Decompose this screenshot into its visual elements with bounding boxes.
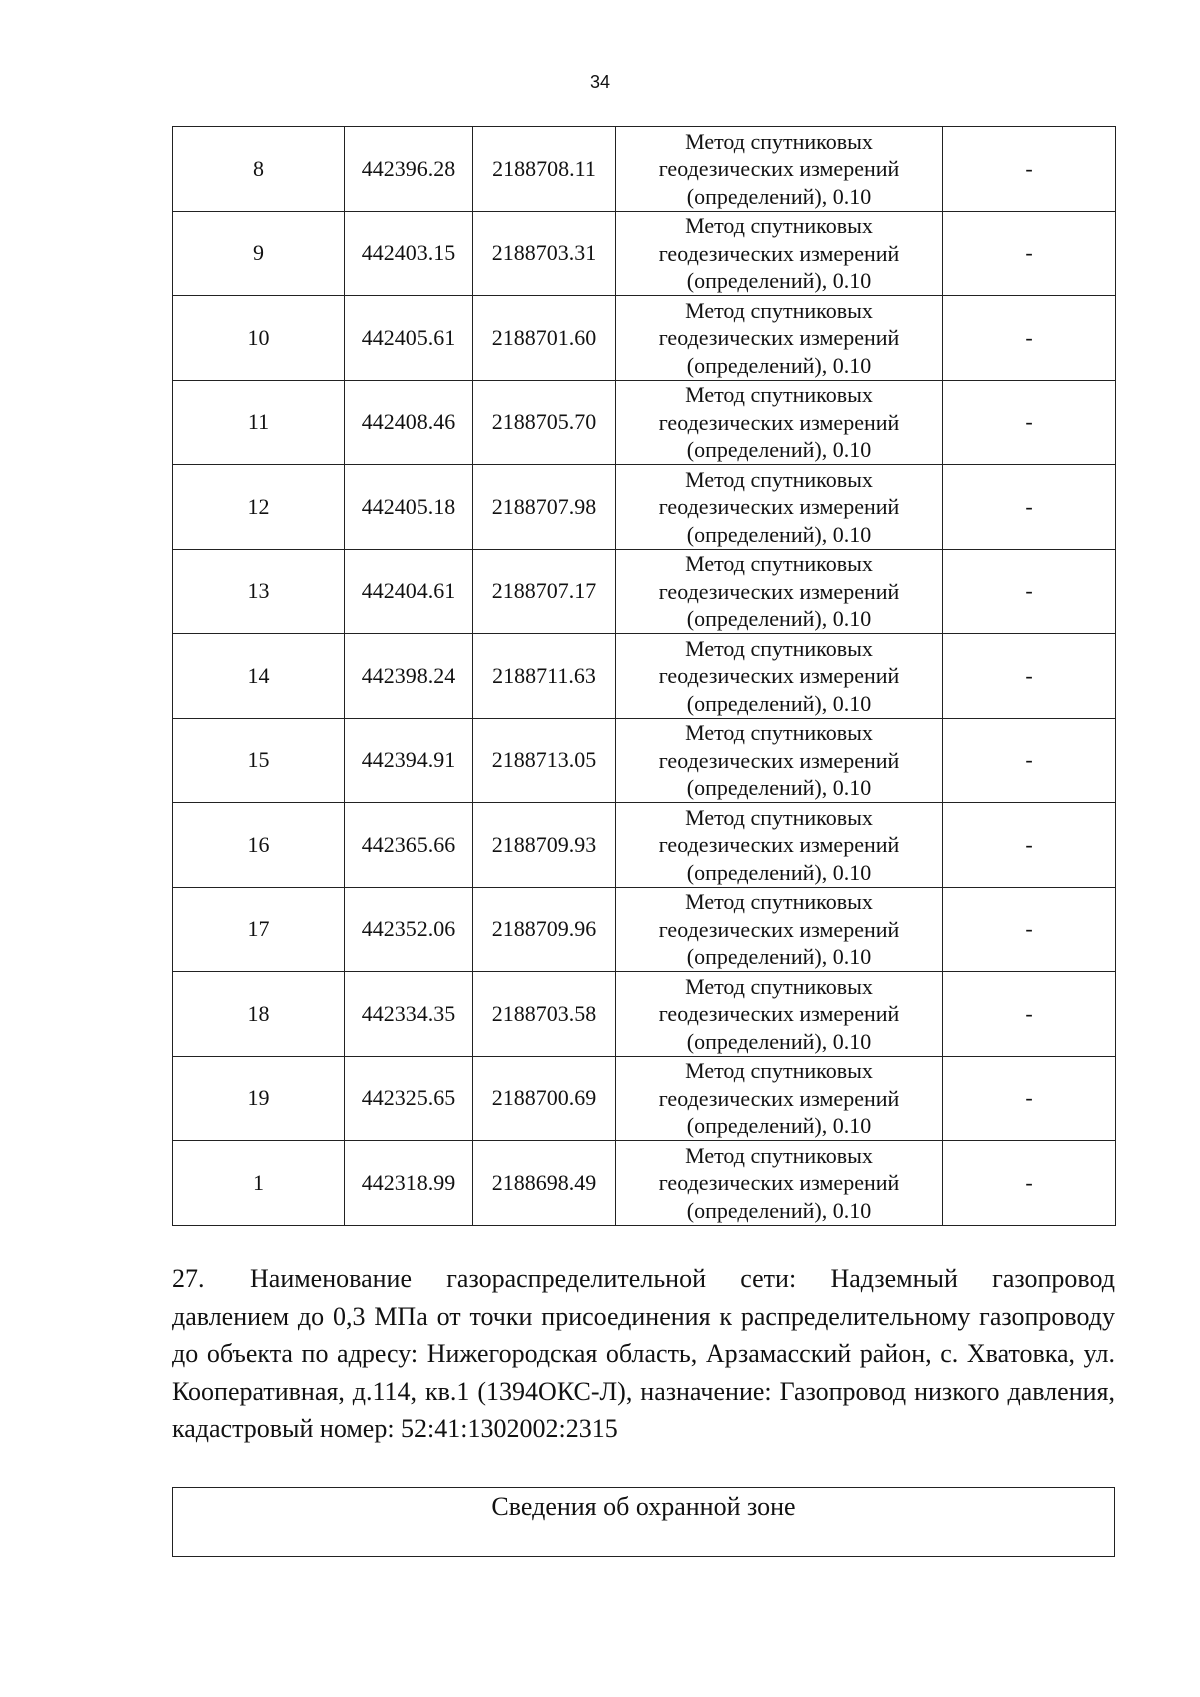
method-line: Метод спутниковых	[685, 297, 873, 323]
protection-zone-box	[172, 1487, 1115, 1557]
point-number-cell: 18	[173, 972, 345, 1057]
method-line: Метод спутниковых	[685, 128, 873, 154]
table-row	[173, 549, 1116, 634]
coordinates-table	[172, 126, 1116, 1226]
method-line: (определений), 0.10	[686, 352, 872, 378]
method-line: Метод спутниковых	[685, 804, 873, 830]
method-line: (определений), 0.10	[686, 268, 872, 293]
method-line: (определений), 0.10	[686, 437, 872, 462]
method-cell	[616, 887, 943, 972]
y-coordinate-cell: 2188705.70	[473, 380, 616, 465]
description-cell: -	[943, 634, 1116, 719]
y-coordinate-cell: 2188713.05	[473, 718, 616, 803]
y-coordinate-cell: 2188707.17	[473, 549, 616, 634]
method-line: (определений), 0.10	[686, 183, 872, 209]
description-cell: -	[943, 465, 1116, 550]
method-line: Метод спутниковых	[685, 213, 873, 238]
method-line: (определений), 0.10	[686, 1028, 872, 1054]
method-line: Метод спутниковых	[685, 973, 873, 999]
method-cell	[616, 211, 943, 296]
point-number-cell: 15	[173, 718, 345, 803]
method-line: геодезических измерений	[658, 1170, 900, 1195]
point-number-cell: 9	[173, 211, 345, 296]
x-coordinate-cell: 442405.61	[345, 296, 473, 381]
method-cell	[616, 803, 943, 888]
point-number-cell: 17	[173, 887, 345, 972]
method-line: Метод спутниковых	[685, 466, 873, 492]
method-cell	[616, 549, 943, 634]
point-number-cell: 19	[173, 1056, 345, 1141]
x-coordinate-cell: 442325.65	[345, 1056, 473, 1141]
method-line: (определений), 0.10	[686, 944, 872, 969]
method-line: геодезических измерений	[658, 325, 900, 350]
y-coordinate-cell: 2188701.60	[473, 296, 616, 381]
method-line: геодезических измерений	[658, 1085, 900, 1111]
x-coordinate-cell: 442318.99	[345, 1141, 473, 1226]
method-line: Метод спутниковых	[685, 1058, 873, 1083]
description-cell: -	[943, 887, 1116, 972]
table-row	[173, 211, 1116, 296]
y-coordinate-cell: 2188709.96	[473, 887, 616, 972]
method-line: (определений), 0.10	[686, 1113, 872, 1138]
x-coordinate-cell: 442334.35	[345, 972, 473, 1057]
y-coordinate-cell: 2188711.63	[473, 634, 616, 719]
method-line: Метод спутниковых	[685, 635, 873, 661]
protection-zone-title: Сведения об охранной зоне	[491, 1492, 796, 1521]
x-coordinate-cell: 442405.18	[345, 465, 473, 550]
point-number-cell: 13	[173, 549, 345, 634]
section-number: 27.	[172, 1264, 205, 1293]
table-row	[173, 465, 1116, 550]
method-line: геодезических измерений	[658, 156, 900, 181]
method-cell	[616, 127, 943, 212]
method-cell	[616, 718, 943, 803]
y-coordinate-cell: 2188700.69	[473, 1056, 616, 1141]
method-cell	[616, 634, 943, 719]
method-line: геодезических измерений	[658, 747, 900, 773]
page-number: 34	[589, 72, 611, 92]
method-line: Метод спутниковых	[685, 551, 873, 576]
point-number-cell: 12	[173, 465, 345, 550]
table-row	[173, 1141, 1116, 1226]
coordinates-table-body	[173, 127, 1116, 1226]
table-row	[173, 887, 1116, 972]
y-coordinate-cell: 2188708.11	[473, 127, 616, 212]
method-line: геодезических измерений	[658, 240, 900, 266]
method-line: (определений), 0.10	[686, 606, 872, 631]
description-cell: -	[943, 549, 1116, 634]
y-coordinate-cell: 2188703.31	[473, 211, 616, 296]
table-row	[173, 634, 1116, 719]
description-cell: -	[943, 972, 1116, 1057]
point-number-cell: 11	[173, 380, 345, 465]
method-line: геодезических измерений	[658, 494, 900, 519]
table-row	[173, 803, 1116, 888]
description-cell: -	[943, 380, 1116, 465]
description-cell: -	[943, 211, 1116, 296]
description-cell: -	[943, 127, 1116, 212]
y-coordinate-cell: 2188707.98	[473, 465, 616, 550]
method-line: (определений), 0.10	[686, 1197, 872, 1223]
method-line: Метод спутниковых	[685, 720, 873, 745]
section-paragraph	[172, 1260, 1115, 1448]
method-cell	[616, 972, 943, 1057]
description-cell: -	[943, 718, 1116, 803]
description-cell: -	[943, 1056, 1116, 1141]
method-line: (определений), 0.10	[686, 690, 872, 716]
point-number-cell: 8	[173, 127, 345, 212]
method-cell	[616, 380, 943, 465]
method-cell	[616, 1056, 943, 1141]
description-cell: -	[943, 1141, 1116, 1226]
y-coordinate-cell: 2188698.49	[473, 1141, 616, 1226]
x-coordinate-cell: 442396.28	[345, 127, 473, 212]
section-text: Наименование газораспределительной сети: Надземный газопровод давлением до 0,3 МПа от точки присоединения к распределительному газопроводу до объекта по адресу: Нижегородская область, Арзамасский район, с. Хватовка, ул. Кооперативная, д.114, кв.1 (1394ОКС-Л), назначение: Газопровод низкого давления, кадастровый номер: 52:41:1302002:2315	[172, 1264, 1115, 1443]
method-line: Метод спутниковых	[685, 889, 873, 914]
method-line: (определений), 0.10	[686, 521, 872, 547]
x-coordinate-cell: 442365.66	[345, 803, 473, 888]
point-number-cell: 10	[173, 296, 345, 381]
x-coordinate-cell: 442403.15	[345, 211, 473, 296]
method-cell	[616, 296, 943, 381]
x-coordinate-cell: 442404.61	[345, 549, 473, 634]
method-cell	[616, 1141, 943, 1226]
point-number-cell: 14	[173, 634, 345, 719]
method-line: геодезических измерений	[658, 409, 900, 435]
x-coordinate-cell: 442352.06	[345, 887, 473, 972]
table-row	[173, 296, 1116, 381]
table-row	[173, 380, 1116, 465]
x-coordinate-cell: 442408.46	[345, 380, 473, 465]
description-cell: -	[943, 803, 1116, 888]
x-coordinate-cell: 442398.24	[345, 634, 473, 719]
method-line: (определений), 0.10	[686, 859, 872, 885]
description-cell: -	[943, 296, 1116, 381]
method-line: геодезических измерений	[658, 1001, 900, 1026]
method-line: (определений), 0.10	[686, 775, 872, 800]
table-row	[173, 972, 1116, 1057]
table-row	[173, 127, 1116, 212]
method-line: геодезических измерений	[658, 663, 900, 688]
method-line: геодезических измерений	[658, 916, 900, 942]
table-row	[173, 1056, 1116, 1141]
point-number-cell: 1	[173, 1141, 345, 1226]
table-row	[173, 718, 1116, 803]
method-line: геодезических измерений	[658, 578, 900, 604]
method-line: Метод спутниковых	[685, 382, 873, 407]
method-cell	[616, 465, 943, 550]
method-line: Метод спутниковых	[685, 1142, 873, 1168]
x-coordinate-cell: 442394.91	[345, 718, 473, 803]
y-coordinate-cell: 2188703.58	[473, 972, 616, 1057]
y-coordinate-cell: 2188709.93	[473, 803, 616, 888]
method-line: геодезических измерений	[658, 832, 900, 857]
point-number-cell: 16	[173, 803, 345, 888]
